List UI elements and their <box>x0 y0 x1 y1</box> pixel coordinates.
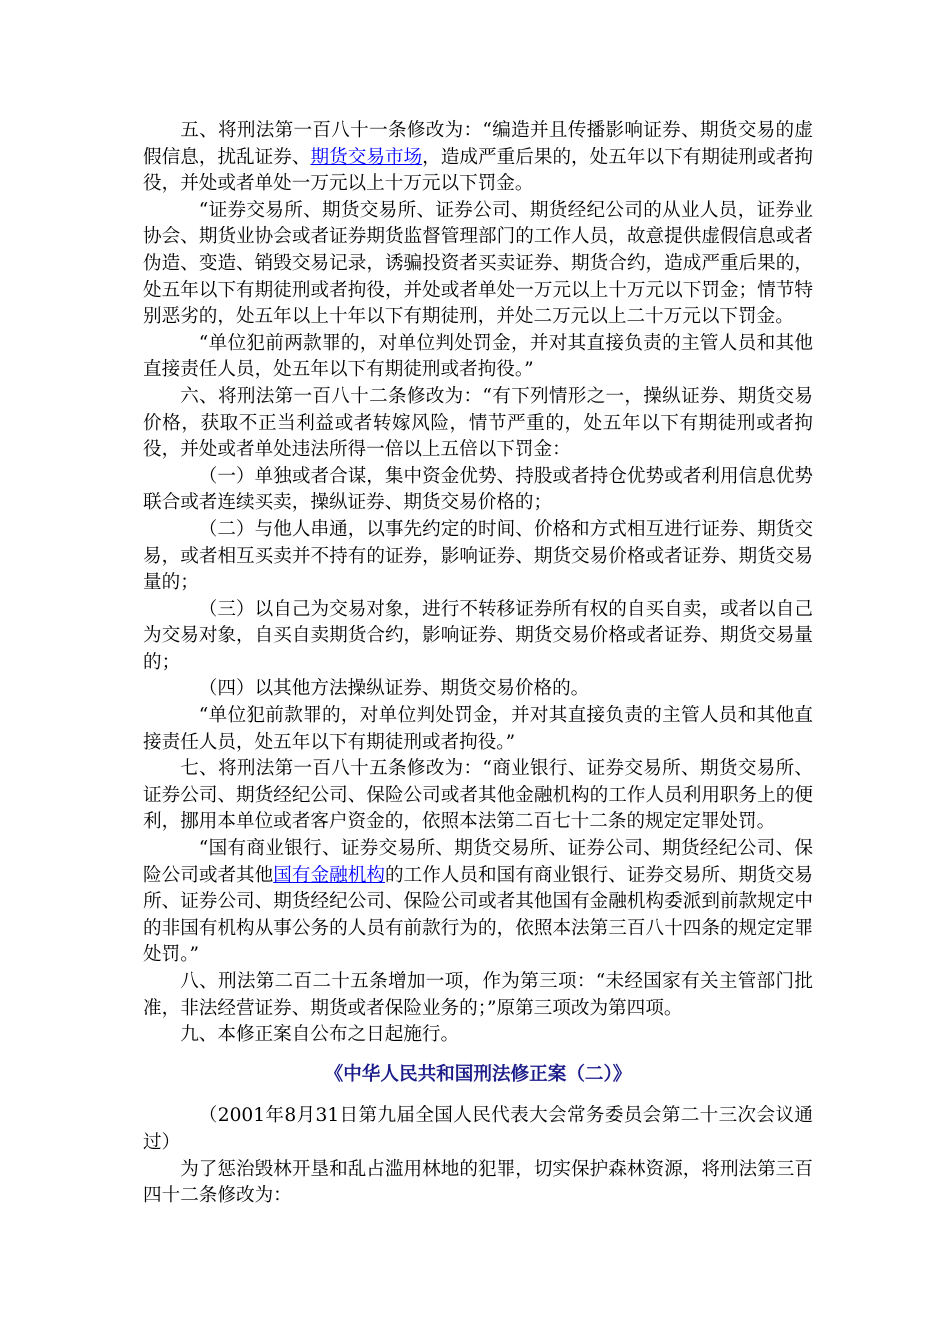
spacer <box>143 1049 813 1062</box>
paragraph-article-6-item-1: （一）单独或者合谋，集中资金优势、持股或者持仓优势或者利用信息优势联合或者连续买卖，操纵证券、期货交易价格的； <box>143 465 813 514</box>
link-futures-market[interactable]: 期货交易市场 <box>310 146 423 168</box>
paragraph-article-6-item-4: （四）以其他方法操纵证券、期货交易价格的。 <box>198 678 590 700</box>
paragraph-article-7-clause-2 <box>143 836 813 969</box>
adoption-note: （2001年8月31日第九届全国人民代表大会常务委员会第二十三次会议通过） <box>143 1105 813 1153</box>
section-title: 《中华人民共和国刑法修正案（二）》 <box>324 1063 632 1085</box>
paragraph-article-6-item-2: （二）与他人串通，以事先约定的时间、价格和方式相互进行证券、期货交易，或者相互买卖并不持有的证券，影响证券、期货交易价格或者证券、期货交易量的； <box>143 518 813 594</box>
paragraph-article-5-clause-3: “单位犯前两款罪的，对单位判处罚金，并对其直接负责的主管人员和其他直接责任人员，处五年以下有期徒刑或者拘役。” <box>143 332 813 381</box>
paragraph-text: 的工作人员和国有商业银行、证券交易所、期货交易所、证券公司、期货经纪公司、保险公司或者其他国有金融机构委派到前款规定中的非国有机构从事公务的人员有前款行为的，依照本法第三百八十四条的规定定罪处罚。” <box>143 864 813 966</box>
paragraph-article-5 <box>143 118 813 198</box>
paragraph-article-6-clause-2: “单位犯前款罪的，对单位判处罚金，并对其直接负责的主管人员和其他直接责任人员，处五年以下有期徒刑或者拘役。” <box>143 705 813 753</box>
paragraph-text: ，造成严重后果的，处五年以下有期徒刑或者拘役，并处或者单处一万元以上十万元以下罚金。 <box>143 146 813 195</box>
paragraph-article-5-clause-2: “证券交易所、期货交易所、证券公司、期货经纪公司的从业人员，证券业协会、期货业协会或者证券期货监督管理部门的工作人员，故意提供虚假信息或者伪造、变造、销毁交易记录，诱骗投资者买卖证券、期货合约，造成严重后果的，处五年以下有期徒刑或者拘役，并处或者单处一万元以上十万元以下罚金；情节特别恶劣的，处五年以上十年以下有期徒刑，并处二万元以上二十万元以下罚金。 <box>143 199 813 328</box>
paragraph-article-6: 六、将刑法第一百八十二条修改为：“有下列情形之一，操纵证券、期货交易价格，获取不正当利益或者转嫁风险，情节严重的，处五年以下有期徒刑或者拘役，并处或者单处违法所得一倍以上五倍以下罚金： <box>143 385 813 461</box>
document-body <box>143 118 813 1210</box>
paragraph-article-9: 九、本修正案自公布之日起施行。 <box>180 1024 460 1046</box>
link-state-financial-institution[interactable]: 国有金融机构 <box>273 864 385 886</box>
paragraph-article-6-item-3: （三）以自己为交易对象，进行不转移证券所有权的自买自卖，或者以自己为交易对象，自买自卖期货合约，影响证券、期货交易价格或者证券、期货交易量的； <box>143 598 813 673</box>
paragraph-article-7: 七、将刑法第一百八十五条修改为：“商业银行、证券交易所、期货交易所、证券公司、期货经纪公司、保险公司或者其他金融机构的工作人员利用职务上的便利，挪用本单位或者客户资金的，依照本法第二百七十二条的规定定罪处罚。 <box>143 758 813 833</box>
spacer <box>143 1088 813 1103</box>
paragraph-text: 五、将刑法第一百八十一条修改为：“编造并且传播影响证券、期货交易的虚假信息，扰乱证券、 <box>143 120 813 168</box>
paragraph-text: “国有商业银行、证券交易所、期货交易所、证券公司、期货经纪公司、保险公司或者其他 <box>143 838 813 886</box>
paragraph-preamble: 为了惩治毁林开垦和乱占滥用林地的犯罪，切实保护森林资源，将刑法第三百四十二条修改为： <box>143 1158 813 1207</box>
paragraph-article-8: 八、刑法第二百二十五条增加一项，作为第三项：“未经国家有关主管部门批准，非法经营证券、期货或者保险业务的；”原第三项改为第四项。 <box>143 971 813 1019</box>
